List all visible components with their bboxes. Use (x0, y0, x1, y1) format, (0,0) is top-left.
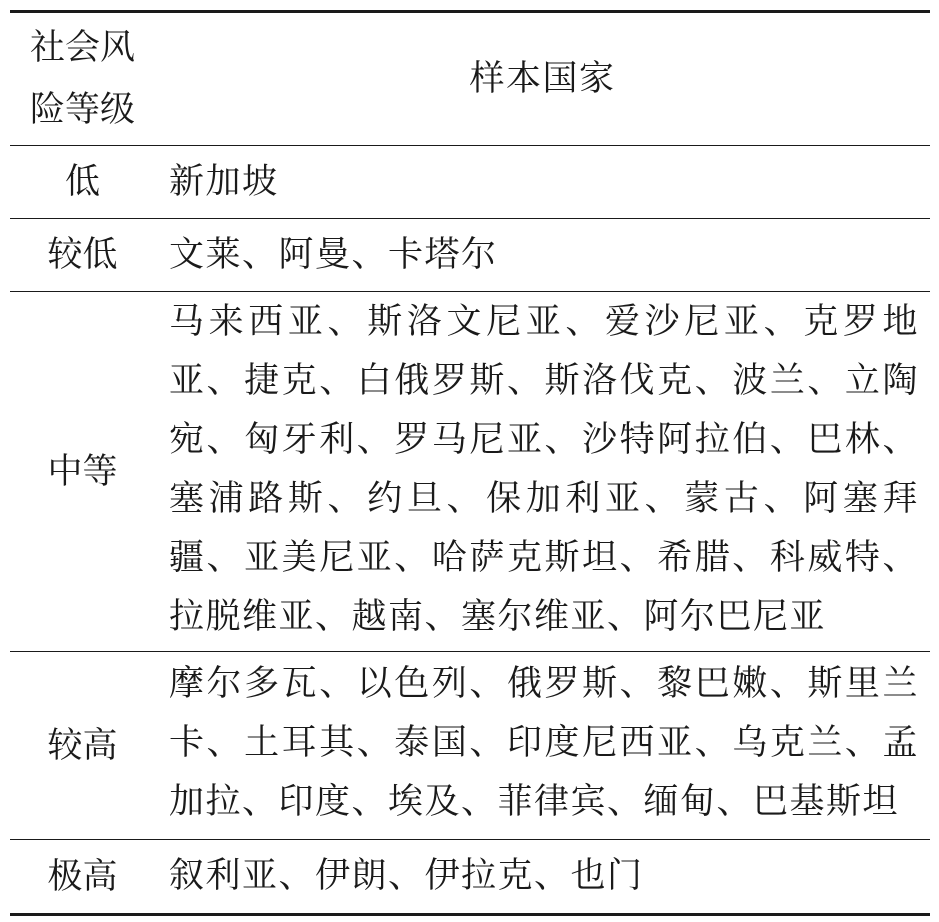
risk-level-label: 较高 (47, 725, 118, 766)
countries-text: 文莱、阿曼、卡塔尔 (169, 234, 498, 275)
countries-cell (155, 652, 930, 839)
header-sample-countries (155, 13, 930, 145)
header-risk-level (10, 13, 155, 145)
header-sample-countries-label: 样本国家 (469, 58, 616, 99)
table-row (10, 840, 930, 913)
countries-cell (155, 840, 930, 913)
risk-level-label: 极高 (47, 856, 118, 897)
table-row (10, 219, 930, 292)
countries-text: 马来西亚、斯洛文尼亚、爱沙尼亚、克罗地亚、捷克、白俄罗斯、斯洛伐克、波兰、立陶宛、匈牙利、罗马尼亚、沙特阿拉伯、巴林、塞浦路斯、约旦、保加利亚、蒙古、阿塞拜疆、亚美尼亚、哈萨克斯坦、希腊、科威特、拉脱维亚、越南、塞尔维亚、阿尔巴尼亚 (169, 301, 919, 637)
risk-level-label: 中等 (47, 451, 118, 492)
table-row (10, 292, 930, 652)
countries-text: 摩尔多瓦、以色列、俄罗斯、黎巴嫩、斯里兰卡、土耳其、泰国、印度尼西亚、乌克兰、孟加拉、印度、埃及、菲律宾、缅甸、巴基斯坦 (169, 664, 919, 822)
risk-level-cell (10, 840, 155, 913)
risk-level-label: 较低 (47, 235, 118, 275)
countries-text: 新加坡 (169, 161, 279, 202)
countries-cell (155, 146, 930, 218)
risk-level-cell (10, 219, 155, 291)
risk-level-cell (10, 146, 155, 218)
countries-cell (155, 292, 930, 651)
risk-level-cell (10, 652, 155, 839)
countries-text: 叙利亚、伊朗、伊拉克、也门 (169, 856, 644, 896)
table-header-row (10, 13, 930, 146)
risk-level-table (10, 10, 930, 916)
header-risk-level-label: 社会风险等级 (29, 28, 135, 130)
risk-level-cell (10, 292, 155, 651)
table-row (10, 146, 930, 219)
countries-cell (155, 219, 930, 291)
risk-level-label: 低 (64, 162, 100, 202)
table-row (10, 652, 930, 840)
